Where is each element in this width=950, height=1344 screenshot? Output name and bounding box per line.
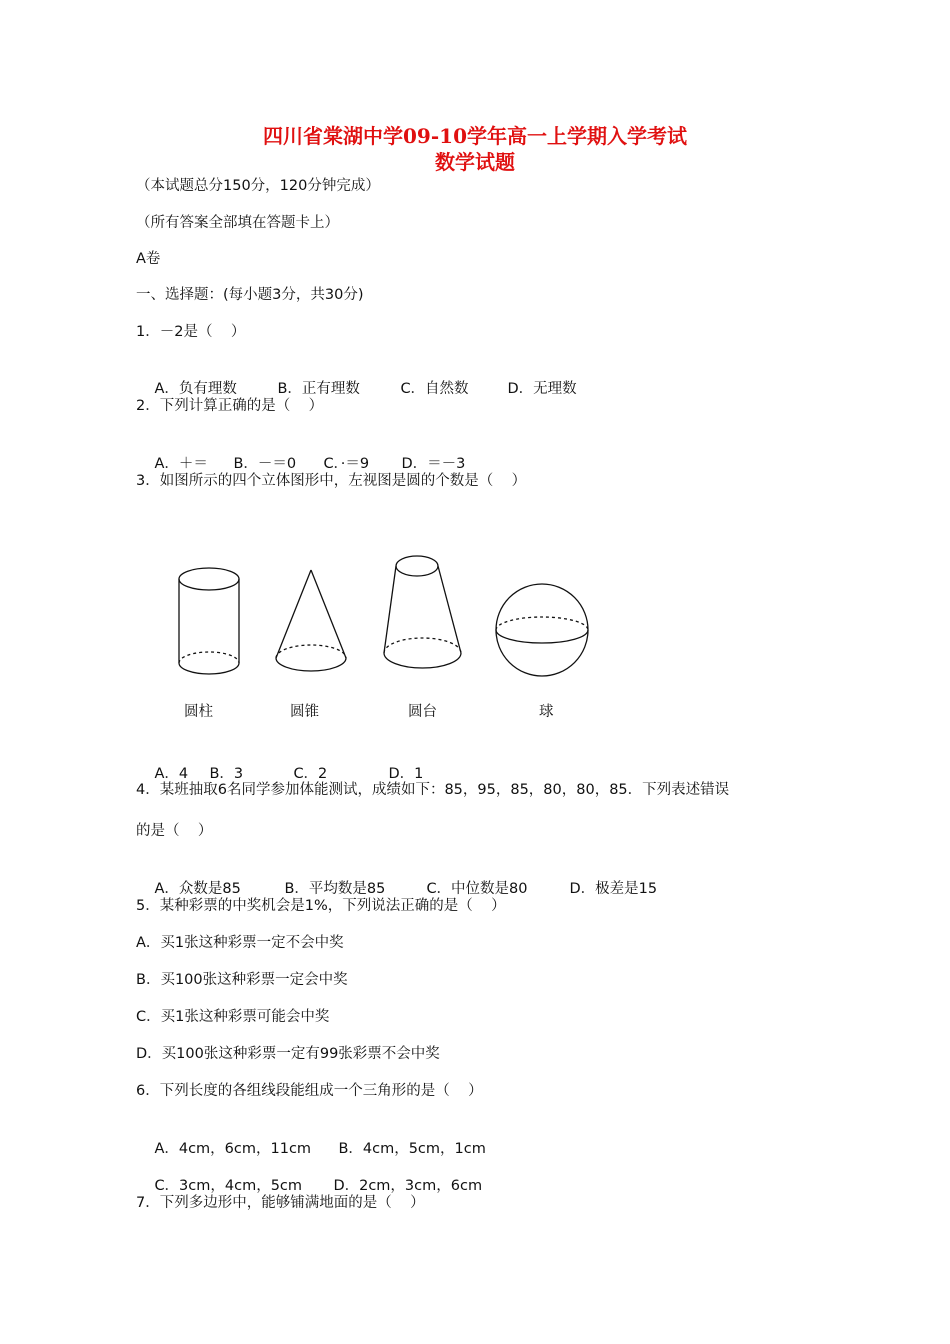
q2-option-c: C．·＝9 — [323, 456, 370, 472]
part-one-heading: 一、选择题：(每小题3分，共30分) — [136, 287, 364, 303]
q3-option-d: D．1 — [388, 766, 424, 782]
q2-option-b: B．－＝0 — [233, 456, 297, 472]
q6-option-c: C．3cm，4cm，5cm — [154, 1178, 303, 1194]
q6-stem: 6．下列长度的各组线段能组成一个三角形的是（ ） — [136, 1083, 483, 1099]
q3-stem: 3．如图所示的四个立体图形中，左视图是圆的个数是（ ） — [136, 473, 527, 489]
q6-option-d: D．2cm，3cm，6cm — [333, 1178, 483, 1194]
solid-figures — [160, 548, 620, 688]
cone-figure — [276, 570, 346, 671]
exam-title: 四川省棠湖中学09-10学年高一上学期入学考试 — [263, 124, 687, 148]
q4-option-a: A．众数是85 — [154, 881, 241, 897]
cylinder-figure — [179, 568, 239, 674]
q4-stem-line1: 4．某班抽取6名同学参加体能测试，成绩如下：85，95，85，80，80，85．下列表述错误 — [136, 782, 730, 798]
q5-option-d: D．买100张这种彩票一定有99张彩票不会中奖 — [136, 1046, 440, 1062]
q4-stem-line2: 的是（ ） — [136, 823, 213, 839]
frustum-figure — [384, 556, 461, 668]
q2-stem: 2．下列计算正确的是（ ） — [136, 398, 324, 414]
label-sphere: 球 — [539, 704, 554, 720]
q5-stem: 5．某种彩票的中奖机会是1%，下列说法正确的是（ ） — [136, 898, 506, 914]
q7-stem: 7．下列多边形中，能够铺满地面的是（ ） — [136, 1195, 425, 1211]
exam-subtitle: 数学试题 — [435, 150, 515, 174]
q2-option-a: A．＋＝ — [154, 456, 208, 472]
q2-option-d: D．＝－3 — [401, 456, 466, 472]
answer-sheet-note: （所有答案全部填在答题卡上） — [136, 215, 339, 231]
q3-option-c: C．2 — [293, 766, 328, 782]
score-time-note: （本试题总分150分，120分钟完成） — [136, 178, 380, 194]
label-cone: 圆锥 — [290, 704, 319, 720]
section-a-label: A卷 — [136, 251, 161, 267]
label-frustum: 圆台 — [408, 704, 437, 720]
q5-option-b: B．买100张这种彩票一定会中奖 — [136, 972, 348, 988]
q1-option-b: B．正有理数 — [277, 381, 360, 397]
q4-option-d: D．极差是15 — [569, 881, 658, 897]
q6-option-b: B．4cm，5cm，1cm — [338, 1141, 486, 1157]
q5-option-a: A．买1张这种彩票一定不会中奖 — [136, 935, 344, 951]
q1-option-a: A．负有理数 — [154, 381, 237, 397]
q3-option-a: A．4 — [154, 766, 189, 782]
q1-option-d: D．无理数 — [507, 381, 577, 397]
label-cylinder: 圆柱 — [184, 704, 213, 720]
q1-option-c: C．自然数 — [400, 381, 469, 397]
q4-option-c: C．中位数是80 — [426, 881, 528, 897]
sphere-figure — [496, 584, 588, 676]
q3-option-b: B．3 — [209, 766, 244, 782]
q5-option-c: C．买1张这种彩票可能会中奖 — [136, 1009, 330, 1025]
q4-option-b: B．平均数是85 — [284, 881, 386, 897]
q1-stem: 1．－2是（ ） — [136, 324, 246, 340]
q6-option-a: A．4cm，6cm，11cm — [154, 1141, 312, 1157]
